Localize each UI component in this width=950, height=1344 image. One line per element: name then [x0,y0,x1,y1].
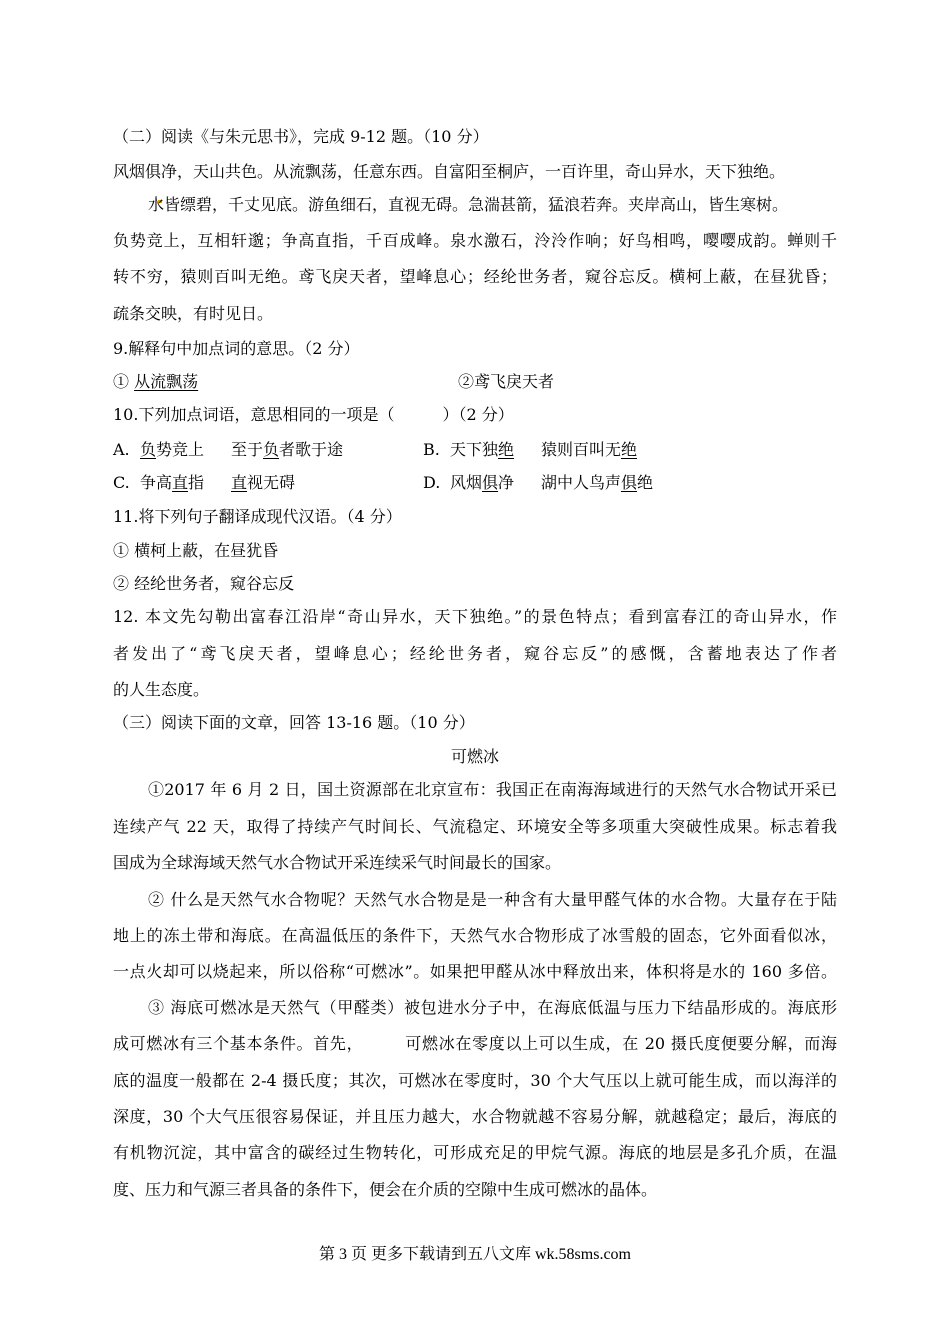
paragraph-line: 一点火却可以烧起来，所以俗称“可燃冰”。如果把甲醛从冰中释放出来，体积将是水的 160 多倍。 [113,962,837,981]
passage-line: 风烟俱净，天山共色。从流飘荡，任意东西。自富阳至桐庐，一百许里，奇山异水，天下独绝。 [113,162,786,181]
q10-option-c [113,473,296,493]
option-label: A. [113,440,130,459]
passage-line: 疏条交映，有时见日。 [113,304,274,323]
q9-item-2-prefix: ② [458,372,475,391]
option-d-phrase-2: 湖中人鸟声俱绝 [541,473,654,492]
passage-line: 转不穷，猿则百叫无绝。鸢飞戾天者，望峰息心；经纶世务者，窥谷忘反。横柯上蔽，在昼犹昏； [113,267,837,286]
section3-heading: （三）阅读下面的文章，回答 13-16 题。（10 分） [113,713,475,732]
page-footer: 第 3 页 更多下载请到五八文库 wk.58sms.com [318,1246,631,1263]
option-c-phrase-2: 直视无碍 [231,473,296,492]
q12-line: 者发出了“鸢飞戾天者，望峰息心；经纶世务者，窥谷忘反”的感慨，含蓄地表达了作者 [113,644,837,663]
paragraph-line: 地上的冻土带和海底。在高温低压的条件下，天然气水合物形成了冰雪般的固态，它外面看似冰， [113,926,837,945]
q12-line: 12. 本文先勾勒出富春江沿岸“奇山异水，天下独绝。”的景色特点；看到富春江的奇山异水，作 [113,607,837,626]
q9-item-1-text: 从流飘荡 [134,372,199,391]
paragraph-line: 深度，30 个大气压很容易保证，并且压力越大，水合物就越不容易分解，就越稳定；最后，海底的 [113,1107,837,1126]
q10-option-d [423,473,654,493]
paragraph-line: 成可燃冰有三个基本条件。首先， 可燃冰在零度以上可以生成，在 20 摄氏度便要分解，而海 [113,1034,837,1053]
paragraph-line: 有机物沉淀，其中富含的碳经过生物转化，可形成充足的甲烷气源。海底的地层是多孔介质，在温 [113,1143,837,1162]
option-c-phrase-1: 争高直指 [140,473,205,492]
q10-option-a [113,440,344,460]
passage-line: 负势竞上，互相轩邈；争高直指，千百成峰。泉水激石，泠泠作响；好鸟相鸣，嘤嘤成韵。蝉则千 [113,231,837,250]
paragraph-line: 度、压力和气源三者具备的条件下，便会在介质的空隙中生成可燃冰的晶体。 [113,1180,658,1199]
q10-stem: 10.下列加点词语，意思相同的一项是（ ）（2 分） [113,405,514,424]
q9-item-1-prefix: ① [113,372,135,391]
q10-option-b [423,440,638,460]
option-label: C. [113,473,130,492]
section2-heading: （二）阅读《与朱元思书》，完成 9-12 题。（10 分） [113,127,489,146]
q9-stem: 9.解释句中加点词的意思。（2 分） [113,339,360,358]
paragraph-line: 国成为全球海域天然气水合物试开采连续采气时间最长的国家。 [113,853,562,872]
passage-line: 水皆缥碧，千丈见底。游鱼细石，直视无碍。急湍甚箭，猛浪若奔。夹岸高山，皆生寒树。 [148,195,789,214]
option-b-phrase-2: 猿则百叫无绝 [541,440,638,459]
option-label: B. [423,440,440,459]
q11-stem: 11.将下列句子翻译成现代汉语。（4 分） [113,507,402,526]
q9-item-1 [113,372,198,392]
option-a-phrase-1: 负势竞上 [140,440,205,459]
q9-item-2 [458,372,554,392]
article-title: 可燃冰 [450,747,499,766]
paragraph-line: ② 什么是天然气水合物呢？天然气水合物是是一种含有大量甲醛气体的水合物。大量存在于陆 [148,890,837,909]
option-d-phrase-1: 风烟俱净 [450,473,515,492]
q12-line: 的人生态度。 [113,680,210,699]
option-b-phrase-1: 天下独绝 [450,440,515,459]
q11-item-1: ① 横柯上蔽，在昼犹昏 [113,541,279,560]
q11-item-2: ② 经纶世务者，窥谷忘反 [113,574,295,593]
option-label: D. [423,473,441,492]
paragraph-line: 底的温度一般都在 2-4 摄氏度；其次，可燃冰在零度时，30 个大气压以上就可能生成，而以海洋的 [113,1071,837,1090]
paragraph-line: 连续产气 22 天，取得了持续产气时间长、气流稳定、环境安全等多项重大突破性成果。标志着我 [113,817,837,836]
option-a-phrase-2: 至于负者歌于途 [231,440,344,459]
q9-item-2-text: 鸢飞戾天者 [474,372,555,391]
paragraph-line: ③ 海底可燃冰是天然气（甲醛类）被包进水分子中，在海底低温与压力下结晶形成的。海底形 [148,998,837,1017]
paragraph-line: ①2017 年 6 月 2 日，国土资源部在北京宣布：我国正在南海海域进行的天然气水合物试开采已 [148,780,837,799]
